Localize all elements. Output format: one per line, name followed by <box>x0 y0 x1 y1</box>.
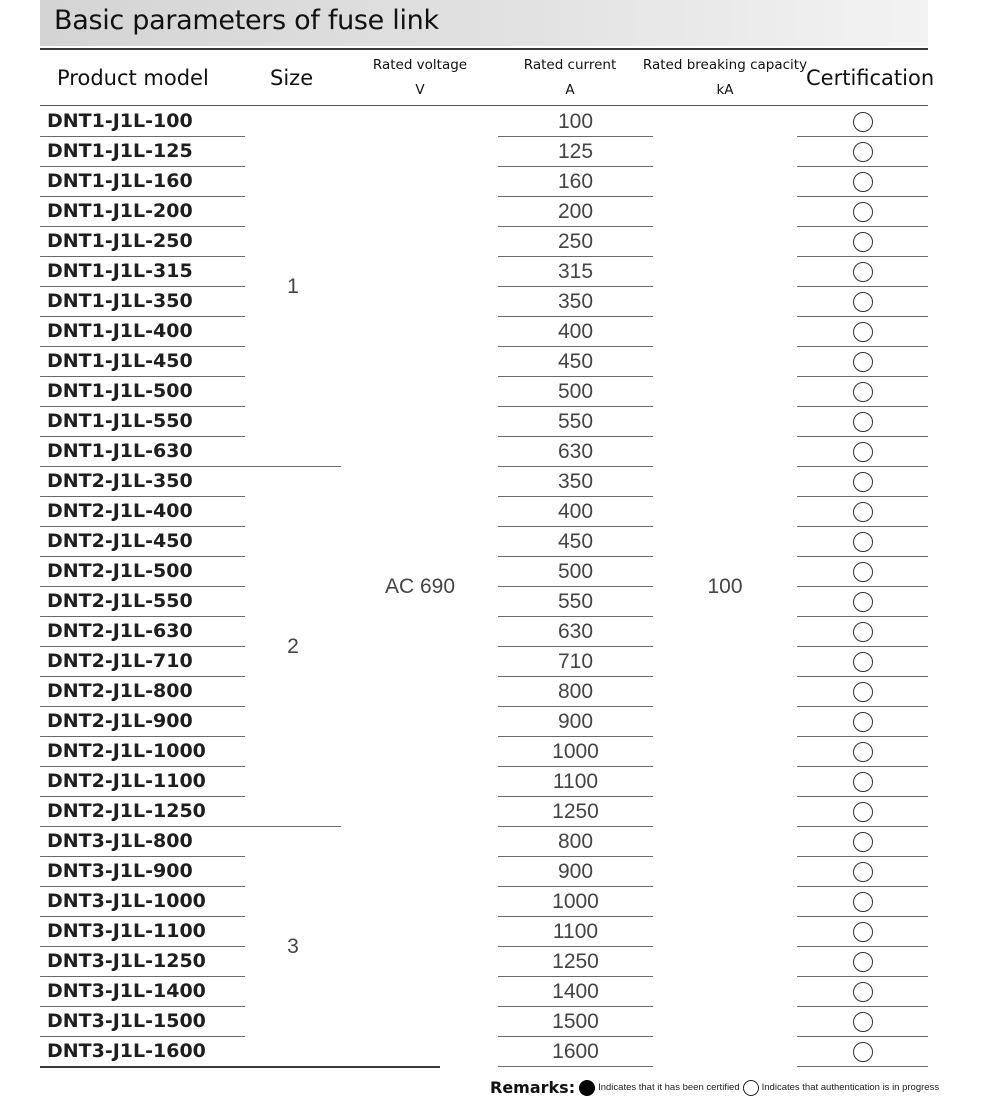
rated-current: 550 <box>557 410 594 433</box>
product-model: DNT2-J1L-400 <box>47 500 193 522</box>
size-group-1: 1 <box>287 275 299 298</box>
rated-current: 1000 <box>552 740 599 763</box>
product-model: DNT1-J1L-450 <box>47 350 193 372</box>
product-model: DNT3-J1L-1250 <box>47 950 206 972</box>
rated-breaking-capacity-value: 100 <box>707 575 743 598</box>
product-model: DNT1-J1L-125 <box>47 140 193 162</box>
rated-current: 900 <box>557 710 594 733</box>
product-model: DNT2-J1L-350 <box>47 470 193 492</box>
table-row <box>0 827 1000 857</box>
product-model: DNT3-J1L-1100 <box>47 920 206 942</box>
in-progress-circle-icon <box>853 352 873 372</box>
rated-current: 630 <box>557 620 594 643</box>
product-model: DNT1-J1L-200 <box>47 200 193 222</box>
rated-current: 900 <box>557 860 594 883</box>
table-row <box>0 1037 1000 1067</box>
product-model: DNT2-J1L-710 <box>47 650 193 672</box>
table-row <box>0 857 1000 887</box>
rated-current: 450 <box>557 530 594 553</box>
header-size: Size <box>270 66 314 90</box>
in-progress-circle-icon <box>853 982 873 1002</box>
product-model: DNT1-J1L-400 <box>47 320 193 342</box>
product-model: DNT1-J1L-550 <box>47 410 193 432</box>
table-row <box>0 167 1000 197</box>
table-row <box>0 227 1000 257</box>
table-row <box>0 107 1000 137</box>
product-model: DNT2-J1L-450 <box>47 530 193 552</box>
product-model: DNT1-J1L-250 <box>47 230 193 252</box>
rated-current: 500 <box>557 380 594 403</box>
rated-current: 630 <box>557 440 594 463</box>
product-model: DNT1-J1L-630 <box>47 440 193 462</box>
in-progress-circle-icon <box>853 562 873 582</box>
rated-current: 1100 <box>552 770 599 793</box>
product-model: DNT3-J1L-1500 <box>47 1010 206 1032</box>
product-model: DNT3-J1L-1600 <box>47 1040 206 1062</box>
product-model: DNT1-J1L-315 <box>47 260 193 282</box>
header-rated-breaking-unit: kA <box>716 82 734 98</box>
header-rated-breaking-label: Rated breaking capacity <box>642 57 808 73</box>
table-row <box>0 407 1000 437</box>
table-row <box>0 527 1000 557</box>
in-progress-circle-icon <box>853 382 873 402</box>
header-rated-voltage-label: Rated voltage <box>372 57 468 73</box>
size-group-divider <box>245 466 341 467</box>
in-progress-circle-icon <box>853 322 873 342</box>
table-row <box>0 707 1000 737</box>
table-row <box>0 947 1000 977</box>
in-progress-circle-icon <box>853 202 873 222</box>
rated-current: 550 <box>557 590 594 613</box>
in-progress-circle-icon <box>853 442 873 462</box>
product-model: DNT3-J1L-1400 <box>47 980 206 1002</box>
in-progress-circle-icon <box>853 292 873 312</box>
product-model: DNT2-J1L-1250 <box>47 800 206 822</box>
table-row <box>0 317 1000 347</box>
rated-current: 1600 <box>552 1040 599 1063</box>
header-product-model: Product model <box>57 66 209 90</box>
header-rated-current-unit: A <box>565 82 575 98</box>
header-rated-current-label: Rated current <box>523 57 617 73</box>
in-progress-circle-icon <box>853 112 873 132</box>
table-row <box>0 977 1000 1007</box>
in-progress-circle-icon <box>853 892 873 912</box>
product-model: DNT2-J1L-1000 <box>47 740 206 762</box>
rated-current: 250 <box>557 230 594 253</box>
in-progress-circle-icon <box>853 922 873 942</box>
rated-current: 800 <box>557 830 594 853</box>
rated-current: 1500 <box>552 1010 599 1033</box>
in-progress-circle-icon <box>853 232 873 252</box>
rated-current: 315 <box>557 260 594 283</box>
product-model: DNT3-J1L-800 <box>47 830 193 852</box>
in-progress-circle-icon <box>853 172 873 192</box>
table-row <box>0 467 1000 497</box>
in-progress-circle-icon <box>853 862 873 882</box>
rated-current: 500 <box>557 560 594 583</box>
rated-current: 1250 <box>552 800 599 823</box>
product-model: DNT1-J1L-500 <box>47 380 193 402</box>
table-row <box>0 377 1000 407</box>
rated-current: 160 <box>557 170 594 193</box>
size-group-2: 2 <box>287 635 299 658</box>
table-row <box>0 257 1000 287</box>
table-row <box>0 137 1000 167</box>
in-progress-circle-icon <box>853 1012 873 1032</box>
table-row <box>0 287 1000 317</box>
rated-current: 800 <box>557 680 594 703</box>
product-model: DNT1-J1L-160 <box>47 170 193 192</box>
in-progress-circle-icon <box>853 1042 873 1062</box>
in-progress-circle-icon <box>853 742 873 762</box>
table-row <box>0 587 1000 617</box>
product-model: DNT2-J1L-500 <box>47 560 193 582</box>
product-model: DNT3-J1L-900 <box>47 860 193 882</box>
header-certification: Certification <box>806 66 935 90</box>
in-progress-circle-icon <box>853 142 873 162</box>
in-progress-circle-icon <box>853 472 873 492</box>
product-model: DNT2-J1L-1100 <box>47 770 206 792</box>
in-progress-circle-icon <box>853 772 873 792</box>
table-row <box>0 347 1000 377</box>
in-progress-circle-icon <box>853 952 873 972</box>
table-row <box>0 437 1000 467</box>
in-progress-circle-icon <box>743 1080 759 1096</box>
rated-current: 400 <box>557 320 594 343</box>
rated-current: 200 <box>557 200 594 223</box>
product-model: DNT3-J1L-1000 <box>47 890 206 912</box>
rated-current: 1400 <box>552 980 599 1003</box>
product-model: DNT2-J1L-550 <box>47 590 193 612</box>
in-progress-circle-icon <box>853 802 873 822</box>
rated-current: 1000 <box>552 890 599 913</box>
product-model: DNT2-J1L-630 <box>47 620 193 642</box>
table-row <box>0 737 1000 767</box>
rated-current: 710 <box>557 650 594 673</box>
in-progress-circle-icon <box>853 832 873 852</box>
size-group-3: 3 <box>287 935 299 958</box>
product-model: DNT2-J1L-900 <box>47 710 193 732</box>
table-row <box>0 647 1000 677</box>
table-row <box>0 887 1000 917</box>
rated-current: 400 <box>557 500 594 523</box>
certified-dot-icon <box>579 1080 595 1096</box>
table-row <box>0 677 1000 707</box>
table-row <box>0 917 1000 947</box>
table-row <box>0 1007 1000 1037</box>
table-row <box>0 497 1000 527</box>
in-progress-circle-icon <box>853 652 873 672</box>
rated-current: 350 <box>557 290 594 313</box>
remarks-legend <box>490 1078 939 1097</box>
rated-current: 1250 <box>552 950 599 973</box>
rated-current: 125 <box>557 140 594 163</box>
table-row <box>0 617 1000 647</box>
remarks-in-progress-text: Indicates that authentication is in progress <box>761 1082 940 1093</box>
row-rule <box>498 1066 653 1067</box>
product-model: DNT1-J1L-100 <box>47 110 193 132</box>
product-model: DNT1-J1L-350 <box>47 290 193 312</box>
header-rated-voltage-unit: V <box>415 82 425 98</box>
in-progress-circle-icon <box>853 532 873 552</box>
in-progress-circle-icon <box>853 682 873 702</box>
in-progress-circle-icon <box>853 712 873 732</box>
table-row <box>0 797 1000 827</box>
remarks-label: Remarks: <box>490 1078 576 1097</box>
in-progress-circle-icon <box>853 502 873 522</box>
table-bottom-rule <box>40 1066 440 1068</box>
rated-current: 100 <box>557 110 594 133</box>
table-row <box>0 557 1000 587</box>
row-rule <box>797 1066 928 1067</box>
rated-current: 1100 <box>552 920 599 943</box>
table-row <box>0 767 1000 797</box>
in-progress-circle-icon <box>853 622 873 642</box>
rated-voltage-value: AC 690 <box>384 575 456 598</box>
rated-current: 350 <box>557 470 594 493</box>
in-progress-circle-icon <box>853 262 873 282</box>
rated-current: 450 <box>557 350 594 373</box>
size-group-divider <box>245 826 341 827</box>
page-title: Basic parameters of fuse link <box>54 5 439 36</box>
in-progress-circle-icon <box>853 412 873 432</box>
in-progress-circle-icon <box>853 592 873 612</box>
remarks-certified-text: Indicates that it has been certified <box>598 1082 740 1093</box>
table-row <box>0 197 1000 227</box>
product-model: DNT2-J1L-800 <box>47 680 193 702</box>
